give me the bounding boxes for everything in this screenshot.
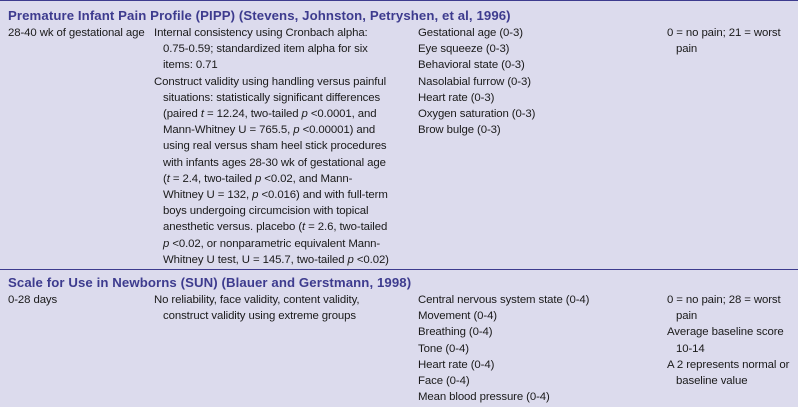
indicator-item: Brow bulge (0-3) [418, 124, 501, 137]
section-title: Scale for Use in Newborns (SUN) [8, 275, 218, 290]
indicator-item: Central nervous system state (0-4) [418, 294, 590, 306]
indicator-item: Oxygen saturation (0-3) [418, 108, 536, 121]
psychometric-entry: Internal consistency using Cronbach alpha: 0.75-0.59; standardized item alpha for six items: 0.71 [154, 27, 368, 72]
indicator-item: Tone (0-4) [418, 342, 469, 355]
indicator-item: Nasolabial furrow (0-3) [418, 75, 531, 88]
section-heading-pipp [8, 8, 511, 23]
psychometric-entry: No reliability, face validity, content validity, construct validity using extreme groups [154, 294, 360, 323]
population-text: 0-28 days [8, 294, 58, 306]
indicators-cell [418, 25, 648, 138]
population-cell [8, 292, 148, 308]
indicator-item: Movement (0-4) [418, 310, 497, 323]
population-text: 28-40 wk of gestational age [8, 27, 145, 39]
indicator-item: Behavioral state (0-3) [418, 59, 525, 72]
section-citation: (Stevens, Johnston, Petryshen, et al, 1996) [238, 8, 511, 23]
indicator-item: Heart rate (0-4) [418, 358, 495, 371]
scoring-entry: Average baseline score 10-14 [667, 326, 784, 355]
population-cell [8, 25, 148, 41]
indicator-item: Breathing (0-4) [418, 326, 493, 339]
psychometrics-cell [154, 25, 390, 268]
psychometric-entry: Construct validity using handling versus painful situations: statistically significant differences (paired t = 12.24, two-tailed p <0.0001, and Mann-Whitney U = 765.5, p <0.00001) and using real versus sham heel stick procedures with infants ages 28-30 wk of gestational age (t = 2.4, two-tailed p <0.02, and Mann-Whitney U = 132, p <0.016) and with full-term boys undergoing circumcision with topical anesthetic versus. placebo (t = 2.6, two-tailed p <0.02, or nonparametric equivalent Mann-Whitney U test, U = 145.7, two-tailed p <0.02) [154, 75, 389, 266]
scoring-entry: 0 = no pain; 28 = worst pain [667, 294, 781, 323]
indicators-cell [418, 292, 648, 405]
indicator-item: Heart rate (0-3) [418, 91, 495, 104]
section-divider [0, 269, 798, 270]
scoring-cell [667, 292, 793, 389]
scoring-entry: A 2 represents normal or baseline value [667, 358, 790, 388]
indicator-item: Face (0-4) [418, 375, 470, 388]
indicator-item: Gestational age (0-3) [418, 27, 523, 39]
top-rule [0, 0, 798, 1]
section-citation: (Blauer and Gerstmann, 1998) [221, 275, 412, 290]
indicator-item: Mean blood pressure (0-4) [418, 391, 550, 404]
scoring-cell [667, 25, 793, 57]
section-heading-sun [8, 275, 411, 290]
indicator-item: Eye squeeze (0-3) [418, 43, 510, 56]
scoring-entry: 0 = no pain; 21 = worst pain [667, 27, 781, 56]
psychometrics-cell [154, 292, 390, 324]
section-title: Premature Infant Pain Profile (PIPP) [8, 8, 236, 23]
